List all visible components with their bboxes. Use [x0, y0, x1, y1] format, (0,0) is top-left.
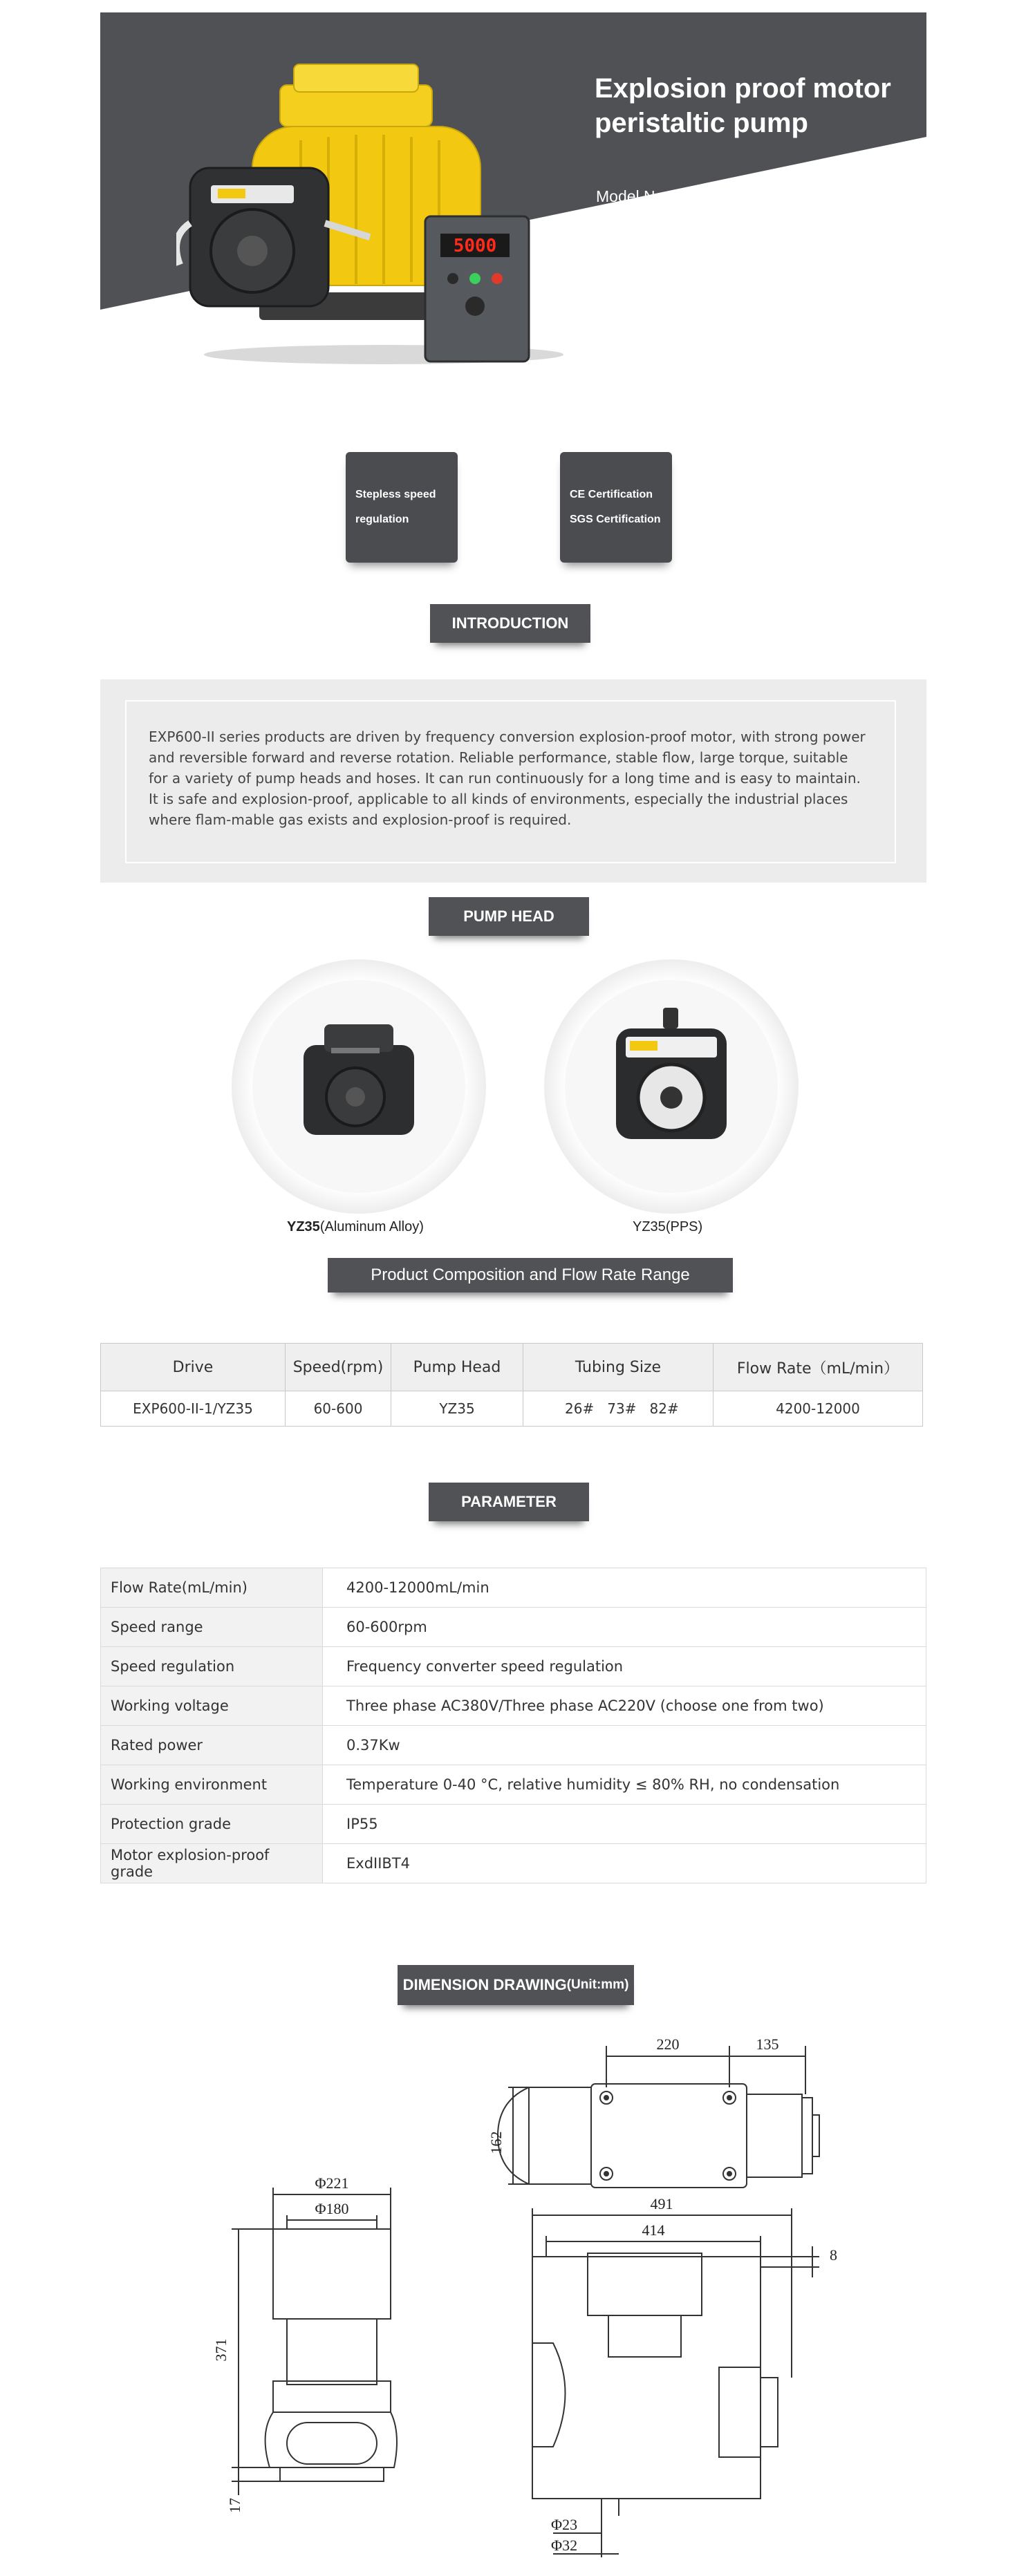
dim-phi-23: Φ23 [551, 2516, 578, 2533]
param-key: Protection grade [101, 1805, 323, 1844]
dim-phi-180: Φ180 [315, 2200, 349, 2217]
table-row [101, 1726, 926, 1765]
dim-371: 371 [212, 2338, 230, 2362]
feature-text: regulation [355, 514, 409, 525]
table-row [101, 1647, 926, 1686]
pump-head-image-aluminum [232, 959, 486, 1214]
param-key: Working voltage [101, 1686, 323, 1726]
dim-135: 135 [756, 2036, 779, 2053]
dimension-label-main: DIMENSION DRAWING [402, 1976, 567, 1993]
param-value: ExdIIBT4 [323, 1844, 926, 1883]
dimension-drawings [0, 2018, 1026, 2576]
section-label-introduction: INTRODUCTION [430, 604, 590, 643]
dim-491: 491 [650, 2195, 673, 2212]
introduction-panel [100, 679, 926, 883]
dim-162: 162 [487, 2131, 505, 2154]
param-value: 4200-12000mL/min [323, 1568, 926, 1608]
table-cell: EXP600-II-1/YZ35 [101, 1391, 286, 1427]
param-value: Three phase AC380V/Three phase AC220V (choose one from two) [323, 1686, 926, 1726]
table-header-pump-head: Pump Head [391, 1344, 523, 1391]
table-cell: 4200-12000 [713, 1391, 923, 1427]
parameter-table [100, 1568, 926, 1883]
pump-head-material: (Aluminum Alloy) [319, 1219, 424, 1234]
feature-text: SGS Certification [570, 514, 661, 525]
table-cell: YZ35 [391, 1391, 523, 1427]
dim-414: 414 [642, 2221, 665, 2239]
param-key: Flow Rate(mL/min) [101, 1568, 323, 1608]
param-value: IP55 [323, 1805, 926, 1844]
table-header-flow-rate: Flow Rate（mL/min） [713, 1344, 923, 1391]
feature-box-stepless [346, 452, 458, 563]
hero-title-line-2: peristaltic pump [595, 108, 808, 138]
param-value: Temperature 0-40 °C, relative humidity ≤ 80% RH, no condensation [323, 1765, 926, 1805]
param-key: Speed regulation [101, 1647, 323, 1686]
param-key: Speed range [101, 1608, 323, 1647]
table-row [101, 1686, 926, 1726]
pump-head-pps-icon [602, 1008, 740, 1160]
dim-220: 220 [656, 2036, 680, 2053]
param-value: Frequency converter speed regulation [323, 1647, 926, 1686]
model-label: Model No : [596, 187, 673, 205]
flow-value: 414-12000 mL/min [678, 212, 810, 230]
section-label-composition: Product Composition and Flow Rate Range [328, 1258, 733, 1292]
front-view-drawing [232, 2188, 397, 2495]
param-key: Rated power [101, 1726, 323, 1765]
side-view-drawing [532, 2208, 819, 2557]
pump-head-aluminum-icon [290, 1017, 428, 1156]
param-key: Working environment [101, 1765, 323, 1805]
pump-head-material: (PPS) [665, 1219, 703, 1234]
table-header-speed: Speed(rpm) [286, 1344, 391, 1391]
hero-title [595, 71, 913, 140]
inverter-display-text: 5000 [453, 236, 497, 256]
pump-head-caption-pps [633, 1219, 702, 1235]
composition-table [100, 1343, 923, 1427]
model-value: EXP600-II-1/YZ35 [678, 187, 807, 205]
pump-product-image [176, 57, 605, 366]
pump-head-caption-aluminum [287, 1219, 424, 1235]
table-header-row [101, 1344, 923, 1391]
hero-title-line-1: Explosion proof motor [595, 73, 891, 104]
table-row [101, 1805, 926, 1844]
table-cell: 60-600 [286, 1391, 391, 1427]
dim-8: 8 [830, 2246, 837, 2264]
dimension-label-unit: (Unit:mm) [566, 1977, 629, 1992]
pump-head-name: YZ35 [633, 1219, 666, 1234]
table-header-tubing-size: Tubing Size [523, 1344, 713, 1391]
dim-17: 17 [226, 2498, 243, 2513]
table-row [101, 1844, 926, 1883]
pump-head-image-pps [544, 959, 799, 1214]
feature-box-certification [560, 452, 672, 563]
table-header-drive: Drive [101, 1344, 286, 1391]
param-key: Motor explosion-proof grade [101, 1844, 323, 1883]
top-view-drawing [498, 2046, 819, 2188]
table-row [101, 1568, 926, 1608]
section-label-parameter: PARAMETER [429, 1483, 589, 1521]
feature-text: Stepless speed [355, 489, 436, 500]
table-cell: 26# 73# 82# [523, 1391, 713, 1427]
table-row [101, 1391, 923, 1427]
hero-specs [596, 184, 810, 234]
section-label-dimension [398, 1965, 634, 2005]
table-row [101, 1608, 926, 1647]
pump-head-name: YZ35 [287, 1219, 320, 1234]
hero-banner [100, 12, 926, 366]
section-label-pump-head: PUMP HEAD [429, 897, 589, 936]
dim-phi-221: Φ221 [315, 2174, 349, 2192]
dim-phi-32: Φ32 [551, 2537, 578, 2554]
flow-label: Flow rate : [596, 212, 671, 230]
feature-text: CE Certification [570, 489, 653, 500]
table-row [101, 1765, 926, 1805]
introduction-text: EXP600-II series products are driven by frequency conversion explosion-proof motor, with strong power and reversible forward and reverse rotation. Reliable performance, stable flow, large torque, suitable for a variety of pump heads and hoses. It can run continuously for a long time and is easy to maintain. It is safe and explosion-proof, applicable to all kinds of environments, especially the industrial places where flam-mable gas exists and explosion-proof is required. [125, 700, 896, 863]
param-value: 0.37Kw [323, 1726, 926, 1765]
param-value: 60-600rpm [323, 1608, 926, 1647]
